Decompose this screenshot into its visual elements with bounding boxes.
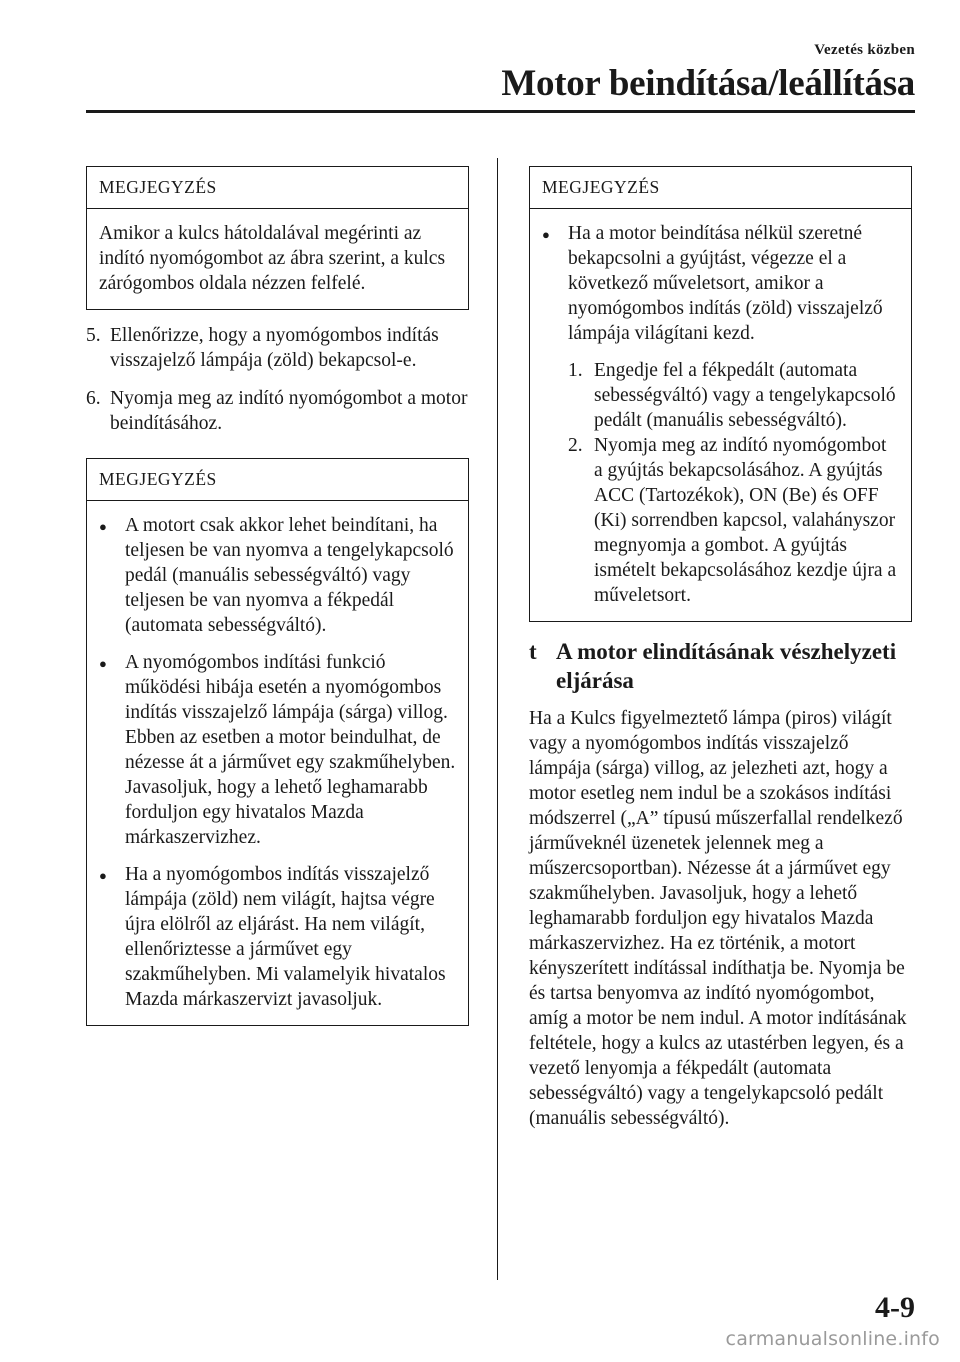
step-number: 6. xyxy=(86,388,101,409)
subheading-marker: t xyxy=(529,639,537,664)
left-column xyxy=(86,166,469,1026)
substep-number: 1. xyxy=(568,360,583,381)
bullet-text: A nyomógombos indítási funkció működési hibája esetén a nyomógombos indítás visszajelző lámpája (sárga) villog. Ebben az esetben a motor beindulhat, de nézesse át a járművet egy szakműhelyben. Javasoljuk, hogy a lehető leghamarabb forduljon egy hivatalos Mazda márkaszervizhez. xyxy=(125,652,456,848)
note-title: MEGJEGYZÉS xyxy=(530,167,911,209)
bullet-dot-icon: ● xyxy=(542,227,550,242)
bullet-item xyxy=(99,650,456,850)
substep-item xyxy=(568,433,899,608)
page-title: Motor beindítása/leállítása xyxy=(501,63,915,104)
page-number: 4-9 xyxy=(875,1291,915,1324)
step-text: Nyomja meg az indító nyomógombot a motor beindításához. xyxy=(110,388,468,434)
step-number: 5. xyxy=(86,325,101,346)
bullet-dot-icon: ● xyxy=(99,868,107,883)
substep-text: Engedje fel a fékpedált (automata sebességváltó) vagy a tengelykapcsoló pedált (manuális sebességváltó). xyxy=(594,360,896,431)
substep-text: Nyomja meg az indító nyomógombot a gyújtás bekapcsolásához. A gyújtás ACC (Tartozékok), ON (Be) és OFF (Ki) sorrendben kapcsol, valahányszor megnyomja a gombot. A gyújtás ismételt bekapcsolásához kezdje újra a műveletsort. xyxy=(594,435,897,606)
section-subheading xyxy=(529,637,912,695)
subheading-text: A motor elindításának vészhelyzeti eljárása xyxy=(556,639,897,693)
substep-list xyxy=(568,358,899,608)
body-paragraph: Ha a Kulcs figyelmeztető lámpa (piros) világít vagy a nyomógombos indítás visszajelző lámpája (sárga) villog, az jelezheti azt, hogy a motor esetleg nem indul be a szokásos indítási módszerrel („A” típusú műszerfallal rendelkező járműveknél üzenetek jelennek meg a műszercsoportban). Nézesse át a járművet egy szakműhelyben. Javasoljuk, hogy a lehető leghamarabb forduljon egy hivatalos Mazda márkaszervizhez. Ha ez történik, a motort kényszerített indítással indíthatja be. Nyomja be és tartsa benyomva az indító nyomógombot, amíg a motor be nem indul. A motor indításának feltétele, hogy a kulcs az utastérben legyen, és a vezető lenyomja a fékpedált (automata sebességváltó) vagy a tengelykapcsoló pedált (manuális sebességváltó). xyxy=(529,708,907,1129)
note-box xyxy=(86,458,469,1026)
note-title: MEGJEGYZÉS xyxy=(87,167,468,209)
bullet-dot-icon: ● xyxy=(99,656,107,671)
step-list xyxy=(86,323,469,436)
bullet-text: Ha a motor beindítása nélkül szeretné bekapcsolni a gyújtást, végezze el a következő műveletsort, amikor a nyomógombos indítás (zöld) visszajelző lámpája világítani kezd. xyxy=(568,223,883,344)
note-body xyxy=(87,501,468,1025)
bullet-text: Ha a nyomógombos indítás visszajelző lámpája (zöld) nem világít, hajtsa végre újra elölről az eljárást. Ha nem világít, ellenőriztesse a járművet egy szakműhelyben. Mi valamelyik hivatalos Mazda márkaszervizt javasoljuk. xyxy=(125,864,446,1010)
bullet-dot-icon: ● xyxy=(99,519,107,534)
bullet-item xyxy=(99,513,456,638)
note-box xyxy=(86,166,469,310)
header-rule xyxy=(86,110,915,113)
note-box xyxy=(529,166,912,622)
substep-item xyxy=(568,358,899,433)
substep-number: 2. xyxy=(568,435,583,456)
column-divider xyxy=(497,158,498,1280)
bullet-text: A motort csak akkor lehet beindítani, ha teljesen be van nyomva a tengelykapcsoló pedál (manuális sebességváltó) vagy teljesen be van nyomva a fékpedál (automata sebességváltó). xyxy=(125,515,454,636)
header-section-label: Vezetés közben xyxy=(814,42,915,58)
note-body xyxy=(87,209,468,309)
bullet-item xyxy=(542,221,899,346)
watermark: carmanualsonline.info xyxy=(725,1328,940,1350)
bullet-item xyxy=(99,862,456,1012)
note-title: MEGJEGYZÉS xyxy=(87,459,468,501)
step-item xyxy=(86,323,469,373)
step-item xyxy=(86,386,469,436)
note-text: Amikor a kulcs hátoldalával megérinti az indító nyomógombot az ábra szerint, a kulcs zárógombos oldala nézzen felfelé. xyxy=(99,223,446,294)
right-column xyxy=(529,166,912,1131)
step-text: Ellenőrizze, hogy a nyomógombos indítás visszajelző lámpája (zöld) bekapcsol-e. xyxy=(110,325,439,371)
note-body xyxy=(530,209,911,621)
